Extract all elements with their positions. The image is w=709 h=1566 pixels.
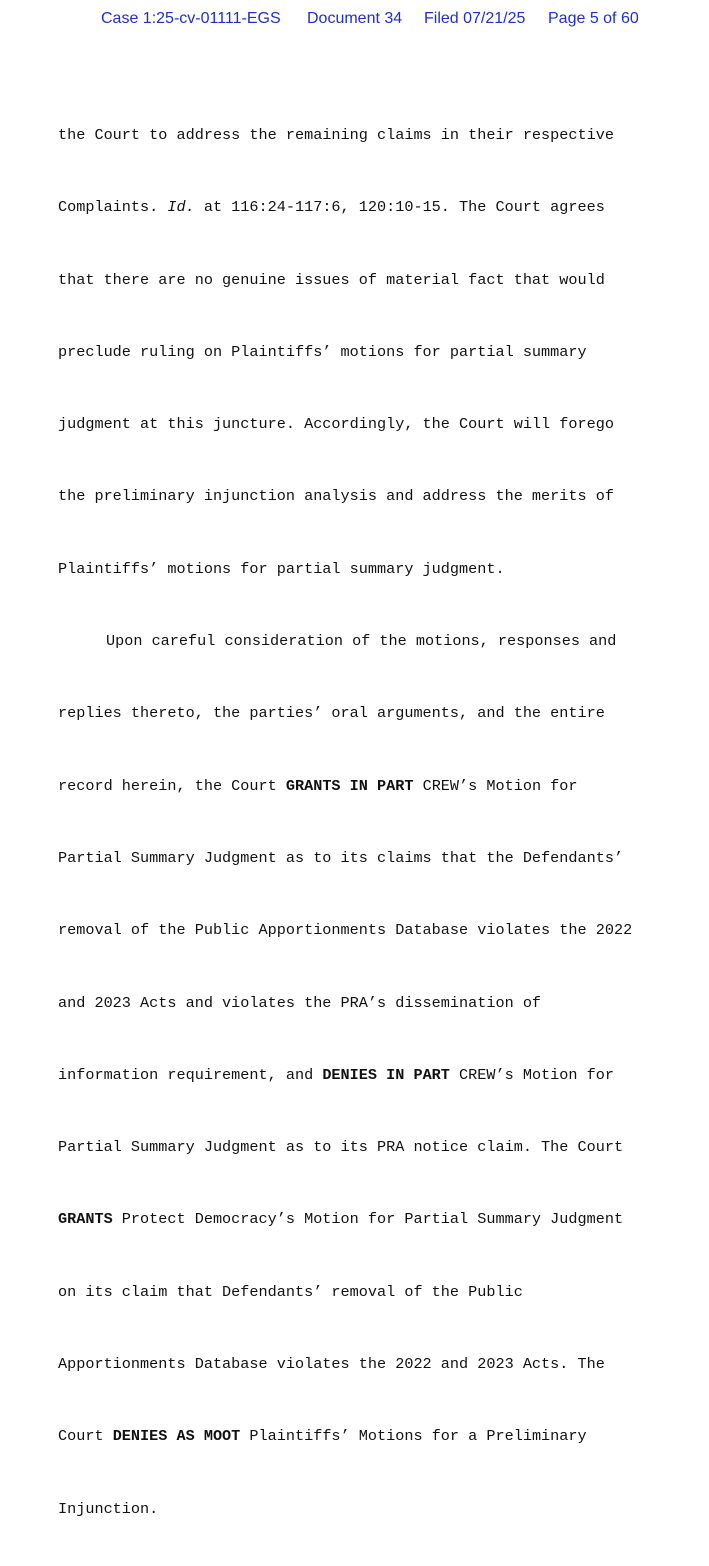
text-line: Partial Summary Judgment as to its claims that the Defendants’	[58, 848, 624, 867]
document-number: Document 34	[307, 10, 403, 27]
text-line: Apportionments Database violates the 2022 and 2023 Acts. The	[58, 1355, 605, 1374]
text-line: Partial Summary Judgment as to its PRA notice claim. The Court	[58, 1138, 624, 1157]
text-line	[58, 1204, 688, 1240]
text-line: on its claim that Defendants’ removal of the Public	[58, 1282, 523, 1301]
text-segment: at 116:24-117:6, 120:10-15. The Court agrees	[194, 198, 605, 217]
text-line: and 2023 Acts and violates the PRA’s dissemination of	[58, 993, 542, 1012]
text-segment: information requirement, and	[58, 1065, 323, 1084]
text-line: removal of the Public Apportionments Database violates the 2022	[58, 921, 633, 940]
text-segment: record herein, the Court	[58, 776, 286, 795]
text-line: that there are no genuine issues of material fact that would	[58, 270, 605, 289]
ecf-header	[0, 8, 709, 30]
text-line	[58, 1421, 688, 1457]
text-segment: CREW’s Motion for	[449, 1065, 614, 1084]
page-number: Page 5 of 60	[548, 10, 639, 27]
ruling-denies-in-part: DENIES IN PART	[322, 1065, 450, 1084]
ruling-grants: GRANTS	[58, 1210, 113, 1229]
opinion-text	[58, 84, 688, 1566]
text-line	[58, 771, 688, 807]
text-line: replies thereto, the parties’ oral arguments, and the entire	[58, 704, 605, 723]
citation-id: Id.	[167, 198, 195, 217]
text-segment: Court	[58, 1427, 113, 1446]
ruling-grants-in-part: GRANTS IN PART	[285, 776, 414, 795]
ruling-denies-as-moot: DENIES AS MOOT	[112, 1427, 241, 1446]
text-line	[58, 1060, 688, 1096]
text-line: preclude ruling on Plaintiffs’ motions for partial summary	[58, 342, 587, 361]
text-line: Injunction.	[58, 1499, 159, 1518]
text-line: Upon careful consideration of the motions, responses and	[106, 632, 617, 651]
text-line: the Court to address the remaining claims in their respective	[58, 126, 614, 144]
text-line	[58, 192, 688, 228]
text-segment: CREW’s Motion for	[413, 776, 578, 795]
text-segment: Protect Democracy’s Motion for Partial Summary Judgment	[112, 1210, 624, 1229]
text-segment: Complaints.	[58, 198, 168, 217]
case-number: Case 1:25-cv-01111-EGS	[101, 10, 281, 27]
text-segment: Plaintiffs’ Motions for a Preliminary	[240, 1427, 587, 1446]
text-line: Plaintiffs’ motions for partial summary judgment.	[58, 559, 505, 578]
text-line: the preliminary injunction analysis and address the merits of	[58, 487, 614, 506]
filed-date: Filed 07/21/25	[424, 10, 526, 27]
text-line: judgment at this juncture. Accordingly, the Court will forego	[58, 415, 614, 434]
